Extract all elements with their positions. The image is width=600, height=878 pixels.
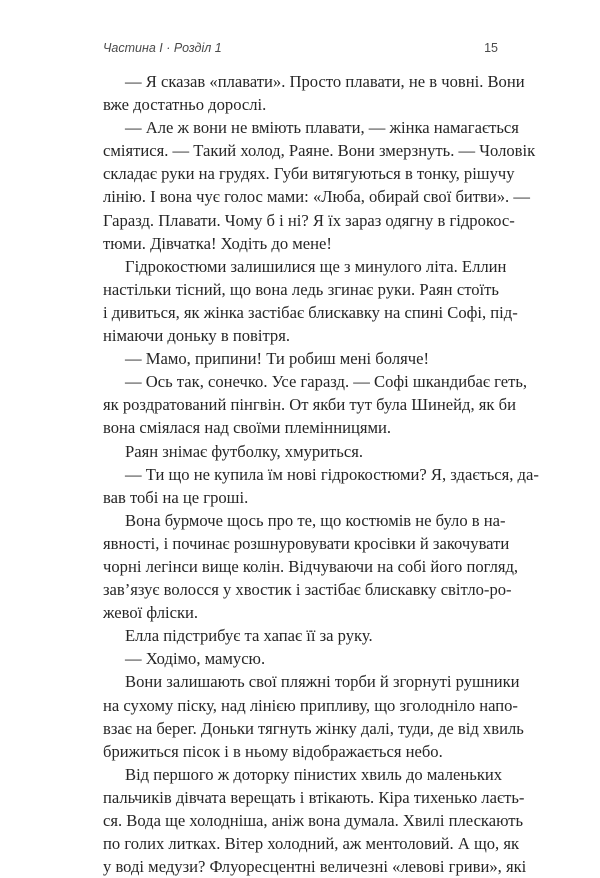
text-line: вона сміялася над своїми племінницями. [103,418,391,438]
text-line: лінію. І вона чує голос мами: «Люба, обирай свої битви». — [103,187,530,207]
text-line: явності, і починає розшнуровувати кросівки й закочувати [103,533,510,553]
page-header [103,41,498,59]
text-line: складає руки на грудях. Губи витягуються в тонку, рішучу [103,164,515,184]
text-line: вав тобі на це гроші. [103,487,249,507]
text-line: Елла підстрибує та хапає її за руку. [125,626,373,646]
text-line: на сухому піску, над лінією припливу, що зголодніло напо- [103,695,518,715]
text-line: жевої фліски. [103,603,199,623]
body-text [103,70,539,878]
text-line: взає на берег. Доньки тягнуть жінку далі, туди, де від хвиль [103,718,524,738]
running-head: Частина I · Розділ 1 [103,41,222,55]
page-number: 15 [484,41,498,55]
text-line: сміятися. — Такий холод, Раяне. Вони змерзнуть. — Чоловік [103,141,536,161]
text-line: тюми. Дівчатка! Ходіть до мене! [103,233,332,253]
text-line: — Але ж вони не вміють плавати, — жінка намагається [125,118,519,138]
text-line: настільки тісний, що вона ледь згинає руки. Раян стоїть [103,279,499,299]
text-line: зав’язує волосся у хвостик і застібає блискавку світло-ро- [103,580,512,600]
text-line: — Ти що не купила їм нові гідрокостюми? Я, здається, да- [125,464,539,484]
text-line: брижиться пісок і в ньому відображається небо. [103,741,443,761]
text-line: — Ходімо, мамусю. [125,649,266,669]
text-line: Гаразд. Плавати. Чому б і ні? Я їх зараз одягну в гідрокос- [103,210,515,230]
text-line: Раян знімає футболку, хмуриться. [125,441,364,461]
text-line: Гідрокостюми залишилися ще з минулого літа. Еллин [125,256,507,276]
text-line: чорні легінси вище колін. Відчуваючи на собі його погляд, [103,556,519,576]
text-line: Вона бурмоче щось про те, що костюмів не було в на- [125,510,506,530]
text-line: як роздратований пінгвін. От якби тут була Шинейд, як би [103,395,516,415]
text-line: по голих литках. Вітер холодний, аж ментоловий. А що, як [103,834,520,854]
text-line: — Ось так, сонечко. Усе гаразд. — Софі шкандибає геть, [125,372,528,392]
text-line: Від першого ж доторку пінистих хвиль до маленьких [125,764,503,784]
text-line: пальчиків дівчата верещать і втікають. Кіра тихенько лаєть- [103,787,525,807]
text-line: Вони залишають свої пляжні торби й згорнуті рушники [125,672,520,692]
text-line: — Мамо, припини! Ти робиш мені боляче! [125,349,429,369]
text-line: вже достатньо дорослі. [103,95,267,115]
text-line: ся. Вода ще холодніша, аніж вона думала. Хвилі плескають [103,811,524,830]
text-line: у воді медузи? Флуоресцентні величезні «левові гриви», які [103,857,527,877]
text-line: — Я сказав «плавати». Просто плавати, не в човні. Вони [125,72,525,91]
text-line: німаючи доньку в повітря. [103,326,290,346]
text-line: і дивиться, як жінка застібає блискавку на спині Софі, під- [103,302,518,322]
